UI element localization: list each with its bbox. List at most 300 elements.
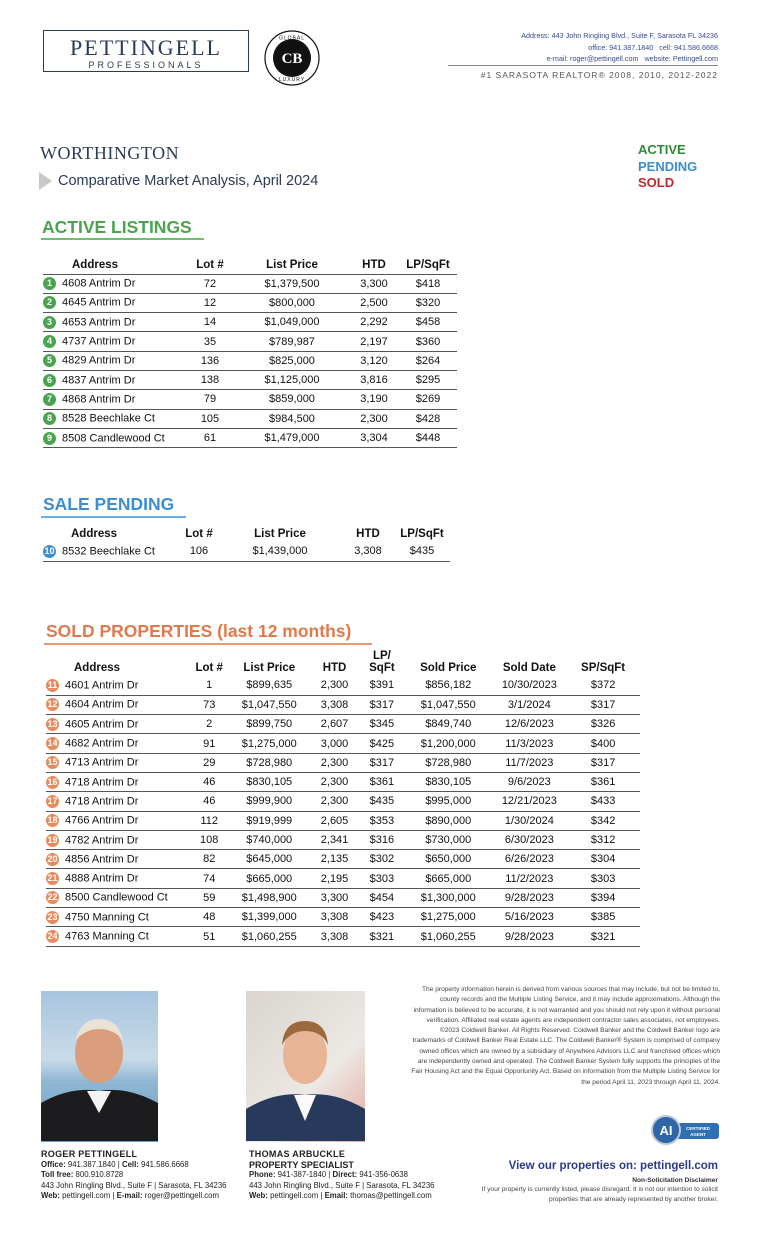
cell-address bbox=[46, 734, 189, 753]
cell-address bbox=[46, 830, 189, 849]
sold-properties-title: SOLD PROPERTIES (last 12 months) bbox=[46, 621, 352, 641]
col-lot: Lot # bbox=[185, 527, 213, 540]
cell-sold: $856,182 bbox=[404, 676, 492, 695]
col-sold-date: Sold Date bbox=[502, 662, 556, 674]
cell-htd: 2,292 bbox=[349, 313, 399, 332]
cell-lot: 51 bbox=[189, 927, 229, 946]
cell-lot: 46 bbox=[189, 792, 229, 811]
cell-address bbox=[46, 695, 189, 714]
address-text: 4837 Antrim Dr bbox=[62, 374, 136, 387]
cell-lot: 46 bbox=[189, 772, 229, 791]
cell-lpsf: $361 bbox=[360, 772, 404, 791]
cell-lpsf: $458 bbox=[399, 313, 457, 332]
view-properties-link[interactable]: View our properties on: pettingell.com bbox=[508, 1160, 718, 1172]
cell-htd: 2,500 bbox=[349, 293, 399, 312]
cell-sold: $1,047,550 bbox=[404, 695, 492, 714]
table-row bbox=[46, 753, 640, 772]
cell-lot: 73 bbox=[189, 695, 229, 714]
col-lp-sqft bbox=[360, 648, 404, 676]
row-number-badge: 5 bbox=[43, 354, 56, 367]
row-number-badge: 4 bbox=[43, 335, 56, 348]
col-htd: HTD bbox=[349, 256, 399, 274]
cell-list: $728,980 bbox=[229, 753, 309, 772]
sale-pending-table bbox=[43, 525, 450, 562]
col-lp-sqft: LP/SqFt bbox=[399, 256, 457, 274]
cell-lot: 35 bbox=[185, 332, 235, 351]
agent-roger-contact bbox=[41, 1149, 227, 1202]
table-row bbox=[46, 888, 640, 907]
cell-htd: 3,190 bbox=[349, 390, 399, 409]
address-text: 4750 Manning Ct bbox=[65, 911, 149, 924]
cell-lpsf: $321 bbox=[360, 927, 404, 946]
cell-spsf: $385 bbox=[566, 908, 640, 927]
cell-lpsf: $345 bbox=[360, 715, 404, 734]
cell-spsf: $372 bbox=[566, 676, 640, 695]
address-text: 4868 Antrim Dr bbox=[62, 393, 136, 406]
cell-lot: 82 bbox=[189, 850, 229, 869]
cell-spsf: $433 bbox=[566, 792, 640, 811]
cell-htd: 2,195 bbox=[309, 869, 360, 888]
table-row bbox=[46, 792, 640, 811]
cell-lpsf: $264 bbox=[399, 351, 457, 370]
cell-lot: 79 bbox=[185, 390, 235, 409]
cell-htd: 3,308 bbox=[309, 695, 360, 714]
cell-list: $800,000 bbox=[235, 293, 349, 312]
table-row bbox=[46, 715, 640, 734]
cell-htd: 2,300 bbox=[309, 753, 360, 772]
cell-htd: 3,308 bbox=[309, 927, 360, 946]
table-row bbox=[43, 409, 457, 428]
cell-lpsf: $391 bbox=[360, 676, 404, 695]
row-number-badge: 24 bbox=[47, 931, 58, 941]
realtor-award-line: #1 SARASOTA REALTOR® 2008, 2010, 2012-2022 bbox=[480, 70, 718, 80]
cell-lot: 136 bbox=[185, 351, 235, 370]
col-sp-sqft: SP/SqFt bbox=[581, 662, 626, 674]
agent-line: 443 John Ringling Blvd., Suite F | Sarasota, FL 34236 bbox=[41, 1180, 227, 1190]
cell-sold: $1,200,000 bbox=[404, 734, 492, 753]
row-number-badge: 12 bbox=[47, 699, 58, 710]
sale-pending-title: SALE PENDING bbox=[43, 494, 175, 514]
cell-address bbox=[46, 676, 189, 695]
cell-spsf: $394 bbox=[566, 888, 640, 907]
row-number-badge: 15 bbox=[47, 757, 58, 768]
table-row bbox=[46, 869, 640, 888]
cell-list: $665,000 bbox=[229, 869, 309, 888]
cell-list: $1,125,000 bbox=[235, 370, 349, 389]
row-number-badge: 7 bbox=[43, 393, 56, 406]
cell-spsf: $312 bbox=[566, 830, 640, 849]
cell-address bbox=[43, 351, 185, 370]
address-text: 4608 Antrim Dr bbox=[62, 277, 136, 290]
agent-line: Web: pettingell.com | Email: thomas@pettingell.com bbox=[249, 1191, 432, 1201]
cell-sold: $665,000 bbox=[404, 869, 492, 888]
row-number-badge: 10 bbox=[44, 545, 55, 556]
address-text: 8508 Candlewood Ct bbox=[62, 431, 165, 444]
address-text: 4763 Manning Ct bbox=[65, 930, 149, 943]
cell-lot: 112 bbox=[189, 811, 229, 830]
legend-sold: SOLD bbox=[638, 175, 675, 190]
cell-list: $1,379,500 bbox=[235, 274, 349, 293]
cell-sold: $730,000 bbox=[404, 830, 492, 849]
row-number-badge: 18 bbox=[47, 815, 58, 826]
col-address: Address bbox=[71, 527, 118, 540]
table-row bbox=[43, 370, 457, 389]
cell-lot: 138 bbox=[185, 370, 235, 389]
cell-list: $645,000 bbox=[229, 850, 309, 869]
cell-spsf: $317 bbox=[566, 753, 640, 772]
cell-list: $1,439,000 bbox=[218, 542, 342, 561]
table-row bbox=[46, 811, 640, 830]
cell-address bbox=[46, 927, 189, 946]
legend-pending: PENDING bbox=[638, 158, 698, 174]
table-row bbox=[43, 293, 457, 312]
cell-htd: 3,300 bbox=[309, 888, 360, 907]
col-htd: HTD bbox=[322, 662, 347, 674]
col-list-price: List Price bbox=[243, 662, 296, 674]
cell-spsf: $321 bbox=[566, 927, 640, 946]
cell-address bbox=[43, 370, 185, 389]
row-number-badge: 11 bbox=[47, 679, 58, 690]
cell-lpsf: $423 bbox=[360, 908, 404, 927]
subtitle-text: Comparative Market Analysis, April 2024 bbox=[58, 173, 319, 189]
address-text: 4653 Antrim Dr bbox=[62, 316, 136, 329]
agent-line: Web: pettingell.com | E-mail: roger@pettingell.com bbox=[41, 1191, 219, 1201]
cell-htd: 2,605 bbox=[309, 811, 360, 830]
svg-text:AGENT: AGENT bbox=[690, 1132, 706, 1137]
cell-lot: 108 bbox=[189, 830, 229, 849]
agent-title: PROPERTY SPECIALIST bbox=[249, 1159, 354, 1170]
cell-list: $740,000 bbox=[229, 830, 309, 849]
nonsolicitation-text: If your property is currently listed, please disregard. It is not our intention to solicit properties that are already represented by another broker. bbox=[481, 1186, 718, 1203]
cell-list: $984,500 bbox=[235, 409, 349, 428]
cell-date: 11/3/2023 bbox=[492, 734, 566, 753]
cell-lot: 48 bbox=[189, 908, 229, 927]
cell-lpsf: $418 bbox=[399, 274, 457, 293]
row-number-badge: 21 bbox=[47, 873, 58, 884]
cell-sold: $650,000 bbox=[404, 850, 492, 869]
cell-lpsf: $435 bbox=[360, 792, 404, 811]
cell-address bbox=[46, 715, 189, 734]
cell-lot: 59 bbox=[189, 888, 229, 907]
row-number-badge: 14 bbox=[47, 738, 58, 749]
cell-date: 11/7/2023 bbox=[492, 753, 566, 772]
cell-lpsf: $302 bbox=[360, 850, 404, 869]
cell-address bbox=[46, 908, 189, 927]
cell-address bbox=[43, 428, 185, 447]
website-label: website: bbox=[644, 54, 671, 63]
address-text: 4856 Antrim Dr bbox=[65, 853, 139, 866]
cell-address bbox=[43, 293, 185, 312]
cell-htd: 2,135 bbox=[309, 850, 360, 869]
cell-lpsf: $360 bbox=[399, 332, 457, 351]
cell-date: 1/30/2024 bbox=[492, 811, 566, 830]
cell-spsf: $326 bbox=[566, 715, 640, 734]
cell-lot: 74 bbox=[189, 869, 229, 888]
cell-date: 11/2/2023 bbox=[492, 869, 566, 888]
logo-subtitle: PROFESSIONALS bbox=[88, 60, 204, 70]
cell-lpsf: $353 bbox=[360, 811, 404, 830]
cell-address bbox=[46, 753, 189, 772]
agent-thomas-contact bbox=[249, 1149, 435, 1202]
cell-list: $919,999 bbox=[229, 811, 309, 830]
cell-htd: 3,308 bbox=[342, 542, 394, 561]
cell-sold: $995,000 bbox=[404, 792, 492, 811]
row-number-badge: 22 bbox=[47, 892, 58, 903]
cell-lot: 1 bbox=[189, 676, 229, 695]
table-row bbox=[46, 676, 640, 695]
row-number-badge: 13 bbox=[47, 718, 58, 729]
col-htd: HTD bbox=[356, 527, 380, 540]
address-text: 4604 Antrim Dr bbox=[65, 698, 139, 711]
cell-htd: 3,304 bbox=[349, 428, 399, 447]
row-number-badge: 20 bbox=[47, 853, 58, 864]
page-subtitle bbox=[39, 172, 318, 190]
row-number-badge: 9 bbox=[43, 432, 56, 445]
cell-htd: 3,120 bbox=[349, 351, 399, 370]
nonsolicitation-title: Non-Solicitation Disclaimer bbox=[632, 1177, 718, 1184]
row-number-badge: 23 bbox=[47, 911, 58, 922]
cell-lpsf: $428 bbox=[399, 409, 457, 428]
cell-lpsf: $448 bbox=[399, 428, 457, 447]
address-text: 4713 Antrim Dr bbox=[65, 756, 139, 769]
cell-lot: 106 bbox=[180, 542, 218, 561]
col-sold-price: Sold Price bbox=[420, 662, 477, 674]
address-text: 4829 Antrim Dr bbox=[62, 354, 136, 367]
cell-lot: 29 bbox=[189, 753, 229, 772]
cell-list: $1,498,900 bbox=[229, 888, 309, 907]
address-label: Address: bbox=[521, 31, 550, 40]
cell-address bbox=[46, 888, 189, 907]
address-text: 8500 Candlewood Ct bbox=[65, 891, 168, 904]
cell-address bbox=[46, 850, 189, 869]
cell-lpsf: $320 bbox=[399, 293, 457, 312]
address-text: 4718 Antrim Dr bbox=[65, 795, 139, 808]
cell-list: $1,047,550 bbox=[229, 695, 309, 714]
cell-lot: 61 bbox=[185, 428, 235, 447]
cell-sold: $830,105 bbox=[404, 772, 492, 791]
table-row bbox=[46, 927, 640, 946]
agent-name: ROGER PETTINGELL bbox=[41, 1149, 138, 1159]
cell-htd: 2,300 bbox=[309, 772, 360, 791]
cell-lpsf: $435 bbox=[394, 542, 450, 561]
cell-sold: $1,060,255 bbox=[404, 927, 492, 946]
cell-address bbox=[43, 390, 185, 409]
cell-spsf: $303 bbox=[566, 869, 640, 888]
table-row bbox=[43, 542, 450, 561]
cell-lot: 12 bbox=[185, 293, 235, 312]
cell-date: 9/6/2023 bbox=[492, 772, 566, 791]
cell-htd: 2,300 bbox=[309, 676, 360, 695]
cell-list: $1,275,000 bbox=[229, 734, 309, 753]
active-listings-underline bbox=[41, 238, 204, 240]
table-row bbox=[46, 695, 640, 714]
cell-label: cell: bbox=[659, 42, 673, 52]
cell-htd: 3,300 bbox=[349, 274, 399, 293]
cell-lpsf: $454 bbox=[360, 888, 404, 907]
cell-list: $825,000 bbox=[235, 351, 349, 370]
active-listings-table bbox=[43, 256, 457, 448]
cell-spsf: $400 bbox=[566, 734, 640, 753]
agent-line: 443 John Ringling Blvd., Suite F | Sarasota, FL 34236 bbox=[249, 1180, 435, 1190]
cell-list: $899,750 bbox=[229, 715, 309, 734]
cell-lpsf: $316 bbox=[360, 830, 404, 849]
cell-date: 6/26/2023 bbox=[492, 850, 566, 869]
address-text: 4737 Antrim Dr bbox=[62, 335, 136, 348]
row-number-badge: 19 bbox=[47, 834, 58, 845]
col-lp-sqft-line2: SqFt bbox=[369, 662, 395, 674]
cell-address bbox=[46, 869, 189, 888]
pettingell-logo bbox=[43, 30, 249, 72]
cell-date: 3/1/2024 bbox=[492, 695, 566, 714]
cell-list: $789,987 bbox=[235, 332, 349, 351]
address-text: 4782 Antrim Dr bbox=[65, 833, 139, 846]
svg-text:GLOBAL: GLOBAL bbox=[278, 35, 306, 42]
address-text: 4888 Antrim Dr bbox=[65, 872, 139, 885]
cell-date: 10/30/2023 bbox=[492, 676, 566, 695]
legal-disclaimer: The property information herein is derived from various sources that may include, but not be limited to, county records and the Multiple Listing Service, and it may include approximations. Although the information is believed to be accurate, it is not warranted and you should not rely upon it without personal verification. Affiliated real estate agents are independent contractor sales associates, not employees. ©2023 Coldwell Banker. All Rights Reserved. Coldwell Banker and the Coldwell Banker logo are trademarks of Coldwell Banker Real Estate LLC. The Coldwell Banker® System is comprised of company owned offices which are owned by a subsidiary of Anywhere Advisors LLC and franchised offices which are independently owned and operated. The Coldwell Banker System fully supports the principles of the Fair Housing Act and the Equal Opportunity Act. Based on information from the Multiple Listing Service for the period April 11, 2023 through April 11, 2024. bbox=[411, 986, 720, 1086]
cell-list: $899,635 bbox=[229, 676, 309, 695]
cell-sold: $849,740 bbox=[404, 715, 492, 734]
cell-list: $1,049,000 bbox=[235, 313, 349, 332]
col-lp-sqft: LP/SqFt bbox=[400, 527, 444, 540]
cell-sold: $1,275,000 bbox=[404, 908, 492, 927]
cell-htd: 3,000 bbox=[309, 734, 360, 753]
cell-lot: 91 bbox=[189, 734, 229, 753]
row-number-badge: 3 bbox=[43, 316, 56, 329]
address-text: 4605 Antrim Dr bbox=[65, 718, 139, 731]
cell-date: 6/30/2023 bbox=[492, 830, 566, 849]
svg-text:LUXURY: LUXURY bbox=[278, 77, 306, 83]
col-lot: Lot # bbox=[195, 662, 223, 674]
table-row bbox=[43, 332, 457, 351]
cell-address bbox=[46, 772, 189, 791]
cell-list: $859,000 bbox=[235, 390, 349, 409]
row-number-badge: 17 bbox=[47, 795, 58, 806]
cell-htd: 3,308 bbox=[309, 908, 360, 927]
svg-text:AI: AI bbox=[659, 1123, 673, 1138]
office-label: office: bbox=[588, 42, 608, 52]
cell-address bbox=[43, 332, 185, 351]
svg-text:CERTIFIED: CERTIFIED bbox=[686, 1126, 710, 1131]
table-row bbox=[43, 428, 457, 447]
coldwell-banker-global-luxury-logo bbox=[264, 30, 320, 86]
col-lot: Lot # bbox=[185, 256, 235, 274]
cell-address bbox=[43, 542, 180, 561]
email-label: e-mail: bbox=[546, 54, 569, 63]
agent-line: Office: 941.387.1840 | Cell: 941.586.6668 bbox=[41, 1159, 189, 1169]
address-text: 8528 Beechlake Ct bbox=[62, 412, 155, 425]
sold-properties-table bbox=[46, 648, 640, 947]
cell-htd: 2,341 bbox=[309, 830, 360, 849]
cell-date: 12/6/2023 bbox=[492, 715, 566, 734]
cell-spsf: $342 bbox=[566, 811, 640, 830]
row-number-badge: 8 bbox=[43, 412, 56, 425]
logo-name: PETTINGELL bbox=[70, 35, 222, 60]
cell-lot: 72 bbox=[185, 274, 235, 293]
address-text: 4682 Antrim Dr bbox=[65, 737, 139, 750]
address-text: 4766 Antrim Dr bbox=[65, 814, 139, 827]
table-row bbox=[43, 351, 457, 370]
table-row bbox=[43, 313, 457, 332]
cell-lpsf: $303 bbox=[360, 869, 404, 888]
cell-list: $830,105 bbox=[229, 772, 309, 791]
header-office: 941.387.1840 bbox=[609, 42, 654, 52]
header-divider bbox=[448, 65, 718, 66]
address-text: 4601 Antrim Dr bbox=[65, 679, 139, 692]
cell-list: $1,479,000 bbox=[235, 428, 349, 447]
address-text: 8532 Beechlake Ct bbox=[62, 545, 155, 558]
col-address: Address bbox=[74, 662, 121, 674]
header-cell: 941.586.6668 bbox=[674, 42, 718, 52]
table-row bbox=[46, 772, 640, 791]
legend-active: ACTIVE bbox=[638, 142, 686, 157]
cell-htd: 2,607 bbox=[309, 715, 360, 734]
col-list-price: List Price bbox=[254, 527, 306, 540]
cell-lpsf: $317 bbox=[360, 753, 404, 772]
col-list-price: List Price bbox=[235, 256, 349, 274]
active-listings-title: ACTIVE LISTINGS bbox=[42, 217, 192, 237]
cell-sold: $890,000 bbox=[404, 811, 492, 830]
address-text: 4718 Antrim Dr bbox=[65, 776, 139, 789]
cell-list: $999,900 bbox=[229, 792, 309, 811]
row-number-badge: 2 bbox=[43, 296, 56, 309]
cell-htd: 3,816 bbox=[349, 370, 399, 389]
sale-pending-underline bbox=[41, 516, 186, 518]
cell-sold: $1,300,000 bbox=[404, 888, 492, 907]
cell-address bbox=[43, 409, 185, 428]
cell-lpsf: $295 bbox=[399, 370, 457, 389]
cell-date: 9/28/2023 bbox=[492, 927, 566, 946]
cell-lot: 14 bbox=[185, 313, 235, 332]
cell-spsf: $317 bbox=[566, 695, 640, 714]
cell-date: 5/16/2023 bbox=[492, 908, 566, 927]
cell-htd: 2,300 bbox=[309, 792, 360, 811]
status-legend bbox=[638, 142, 697, 192]
table-row bbox=[46, 850, 640, 869]
cell-lot: 105 bbox=[185, 409, 235, 428]
table-row bbox=[43, 390, 457, 409]
table-row bbox=[46, 734, 640, 753]
col-address: Address bbox=[43, 256, 185, 274]
row-number-badge: 1 bbox=[43, 277, 56, 290]
cell-lot: 2 bbox=[189, 715, 229, 734]
cell-lpsf: $425 bbox=[360, 734, 404, 753]
ai-certified-agent-badge bbox=[645, 1115, 721, 1157]
play-arrow-icon bbox=[39, 172, 52, 190]
header-website[interactable]: Pettingell.com bbox=[672, 54, 718, 63]
header-email[interactable]: roger@pettingell.com bbox=[570, 54, 639, 63]
cell-spsf: $304 bbox=[566, 850, 640, 869]
agent-line: Toll free: 800.910.8728 bbox=[41, 1170, 124, 1180]
header-address: 443 John Ringling Blvd., Suite F, Sarasota FL 34236 bbox=[551, 31, 718, 40]
cell-htd: 2,197 bbox=[349, 332, 399, 351]
cell-lpsf: $317 bbox=[360, 695, 404, 714]
cell-address bbox=[43, 313, 185, 332]
cell-address bbox=[46, 792, 189, 811]
cell-lpsf: $269 bbox=[399, 390, 457, 409]
sold-properties-underline bbox=[44, 643, 372, 645]
table-row bbox=[43, 274, 457, 293]
roger-pettingell-photo bbox=[41, 991, 158, 1142]
page-title: WORTHINGTON bbox=[40, 143, 180, 163]
cell-address bbox=[43, 274, 185, 293]
svg-text:CB: CB bbox=[281, 51, 303, 67]
row-number-badge: 16 bbox=[47, 776, 58, 787]
table-row bbox=[46, 908, 640, 927]
cell-address bbox=[46, 811, 189, 830]
agent-name: THOMAS ARBUCKLE bbox=[249, 1149, 346, 1159]
header-contact-info bbox=[418, 30, 718, 65]
